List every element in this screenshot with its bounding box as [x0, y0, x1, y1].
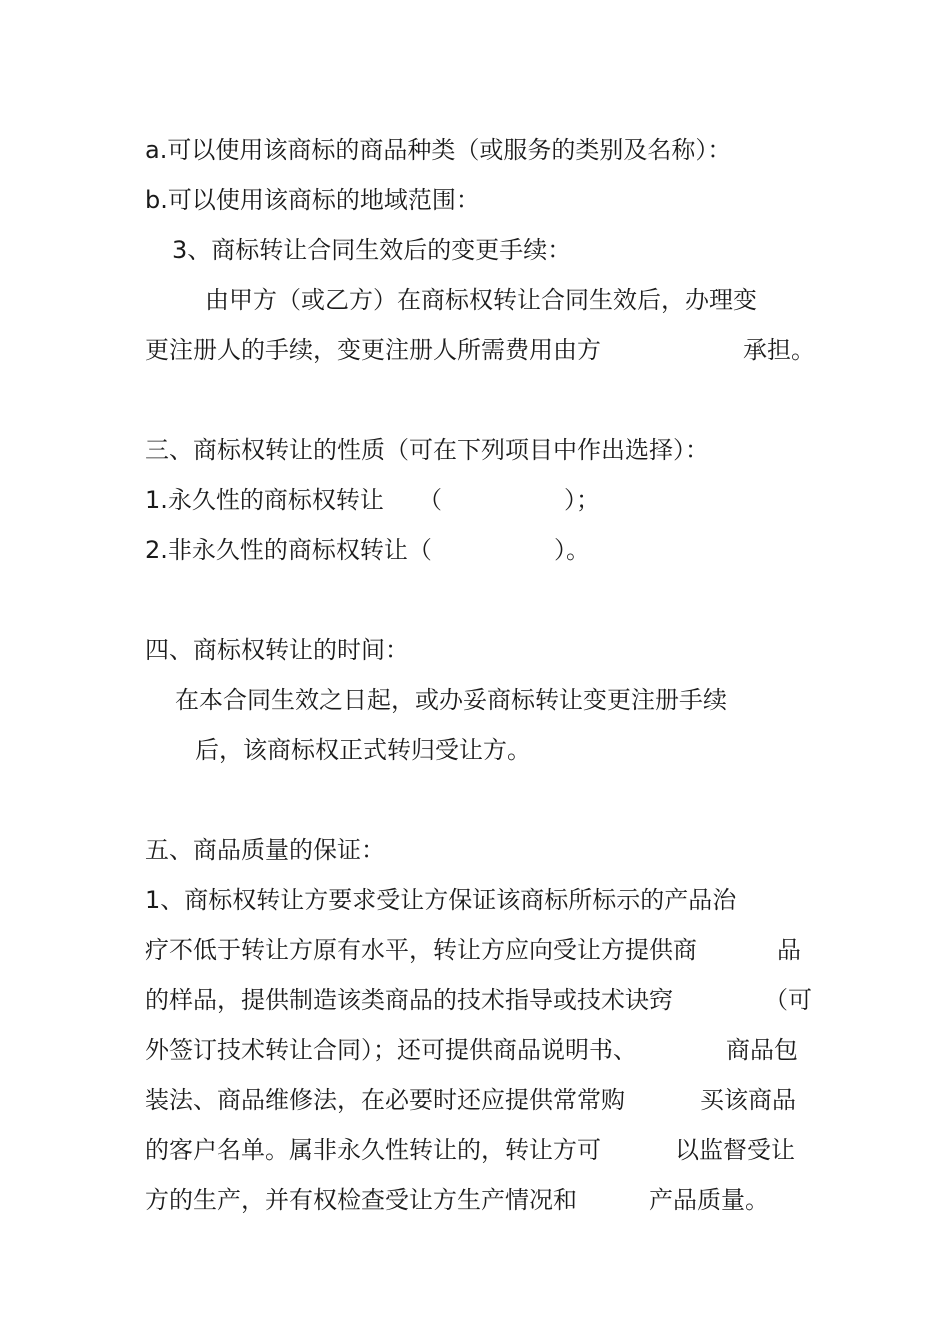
section-5-text-4-end: 商品包 — [726, 1036, 798, 1064]
section-5-text-4: 外签订技术转让合同）；还可提供商品说明书、 — [145, 1036, 637, 1064]
section-4-text-1: 在本合同生效之日起，或办妥商标转让变更注册手续 — [175, 686, 727, 714]
section-5-text-6-end: 以监督受让 — [675, 1136, 795, 1164]
clause-b-line: b.可以使用该商标的地域范围： — [145, 186, 480, 214]
section-4-heading: 四、商标权转让的时间： — [145, 636, 409, 664]
option-2-line: 2.非永久性的商标权转让（ ）。 — [145, 536, 590, 564]
clause-3-text-2: 更注册人的手续，变更注册人所需费用由方 — [145, 336, 601, 364]
clause-3-text-1: 由甲方（或乙方）在商标权转让合同生效后，办理变 — [205, 286, 757, 314]
section-5-text-3: 的样品，提供制造该类商品的技术指导或技术诀窍 — [145, 986, 673, 1014]
section-3-heading: 三、商标权转让的性质（可在下列项目中作出选择）： — [145, 436, 709, 464]
section-5-text-2: 疗不低于转让方原有水平，转让方应向受让方提供商 — [145, 936, 697, 964]
section-5-text-2-end: 品 — [777, 936, 801, 964]
option-1-label: 1.永久性的商标权转让 — [145, 486, 384, 514]
clause-3-heading: 3、商标转让合同生效后的变更手续： — [172, 236, 572, 264]
section-5-heading: 五、商品质量的保证： — [145, 836, 385, 864]
section-5-text-3-end: （可 — [764, 986, 812, 1014]
section-5-text-7: 方的生产，并有权检查受让方生产情况和 — [145, 1186, 577, 1214]
section-5-text-7-end: 产品质量。 — [649, 1186, 769, 1214]
section-5-text-1: 1、商标权转让方要求受让方保证该商标所标示的产品治 — [145, 886, 737, 914]
section-5-text-6: 的客户名单。属非永久性转让的，转让方可 — [145, 1136, 601, 1164]
option-1-blank: （ ）； — [418, 486, 601, 514]
clause-a-line: a.可以使用该商标的商品种类（或服务的类别及名称）： — [145, 136, 732, 164]
section-4-text-2: 后，该商标权正式转归受让方。 — [195, 736, 531, 764]
clause-3-text-2-end: 承担。 — [743, 336, 815, 364]
section-5-text-5-end: 买该商品 — [700, 1086, 796, 1114]
section-5-text-5: 装法、商品维修法，在必要时还应提供常常购 — [145, 1086, 625, 1114]
